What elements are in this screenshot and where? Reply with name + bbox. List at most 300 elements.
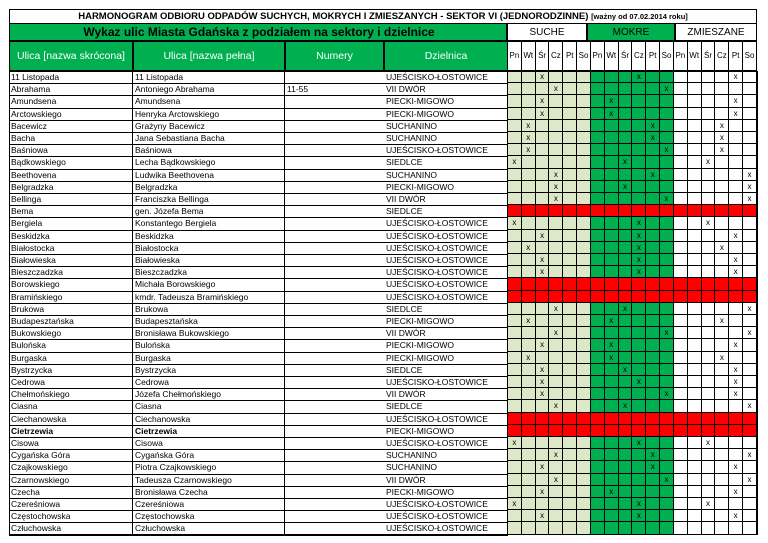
schedule-cell <box>646 425 660 437</box>
schedule-cell <box>674 193 688 205</box>
schedule-cell <box>508 352 522 364</box>
schedule-cell <box>729 132 743 144</box>
schedule-cell <box>743 522 757 534</box>
schedule-cell <box>715 498 729 510</box>
schedule-cell <box>688 83 702 95</box>
schedule-cell: x <box>715 120 729 132</box>
schedule-cell <box>688 510 702 522</box>
schedule-cell <box>577 461 591 473</box>
schedule-cell: x <box>536 266 550 278</box>
schedule-cell: x <box>536 461 550 473</box>
cell-full: Amundsena <box>133 95 285 107</box>
schedule-cell <box>605 498 619 510</box>
schedule-cell <box>660 315 674 327</box>
schedule-cell <box>660 230 674 242</box>
schedule-cell <box>646 364 660 376</box>
cell-num <box>285 486 384 498</box>
cell-num <box>285 352 384 364</box>
day-header: So <box>660 41 674 71</box>
schedule-cell <box>660 522 674 534</box>
schedule-cell <box>619 230 633 242</box>
schedule-cell <box>646 522 660 534</box>
schedule-cell <box>591 315 605 327</box>
schedule-cell <box>577 169 591 181</box>
schedule-cell: x <box>536 230 550 242</box>
schedule-cell <box>591 388 605 400</box>
schedule-cell <box>715 266 729 278</box>
schedule-cell <box>619 437 633 449</box>
cell-num <box>285 144 384 156</box>
schedule-cell <box>646 205 660 217</box>
schedule-cell <box>702 169 716 181</box>
schedule-cell <box>715 156 729 168</box>
schedule-cell <box>577 144 591 156</box>
schedule-cell <box>688 144 702 156</box>
cell-num <box>285 388 384 400</box>
schedule-cell <box>508 120 522 132</box>
cell-full: Brukowa <box>133 303 285 315</box>
schedule-cell <box>591 108 605 120</box>
schedule-cell <box>743 144 757 156</box>
schedule-cell: x <box>536 486 550 498</box>
schedule-cell <box>702 181 716 193</box>
schedule-cell <box>715 400 729 412</box>
schedule-cell <box>549 266 563 278</box>
schedule-cell: x <box>508 156 522 168</box>
cell-short: Amundsena <box>9 95 133 107</box>
schedule-cell <box>743 364 757 376</box>
schedule-cell <box>563 291 577 303</box>
cell-short: Chełmońskiego <box>9 388 133 400</box>
schedule-cell <box>688 217 702 229</box>
schedule-cell <box>729 315 743 327</box>
schedule-cell <box>522 156 536 168</box>
table-row <box>9 327 757 339</box>
schedule-cell <box>660 71 674 83</box>
day-header: Wt <box>688 41 702 71</box>
schedule-cell: x <box>646 449 660 461</box>
cell-short: Bukowskiego <box>9 327 133 339</box>
schedule-cell <box>591 71 605 83</box>
schedule-cell <box>702 339 716 351</box>
schedule-cell <box>646 278 660 290</box>
cell-short: Białowieska <box>9 254 133 266</box>
schedule-cell: x <box>536 388 550 400</box>
cell-num <box>285 498 384 510</box>
schedule-cell <box>688 388 702 400</box>
table-row <box>9 522 757 534</box>
schedule-cell <box>729 217 743 229</box>
schedule-cell <box>508 95 522 107</box>
schedule-cell <box>674 242 688 254</box>
schedule-cell <box>549 242 563 254</box>
schedule-cell <box>674 230 688 242</box>
day-header: Pn <box>674 41 688 71</box>
cell-num <box>285 461 384 473</box>
schedule-cell <box>688 437 702 449</box>
schedule-cell <box>522 71 536 83</box>
schedule-cell <box>632 327 646 339</box>
schedule-cell: x <box>536 376 550 388</box>
schedule-cell <box>563 83 577 95</box>
schedule-cell <box>508 364 522 376</box>
schedule-cell <box>563 352 577 364</box>
schedule-cell <box>577 71 591 83</box>
schedule-cell <box>536 217 550 229</box>
schedule-cell <box>619 132 633 144</box>
schedule-cell <box>632 303 646 315</box>
table-row <box>9 205 757 217</box>
day-header: Śr <box>702 41 716 71</box>
schedule-cell <box>536 144 550 156</box>
cell-full: Cygańska Góra <box>133 449 285 461</box>
cell-short: Częstochowska <box>9 510 133 522</box>
schedule-cell: x <box>632 498 646 510</box>
schedule-cell <box>674 461 688 473</box>
schedule-cell <box>605 132 619 144</box>
day-header: Cz <box>549 41 563 71</box>
schedule-cell <box>549 120 563 132</box>
schedule-cell <box>688 278 702 290</box>
cell-short: Bulońska <box>9 339 133 351</box>
schedule-cell <box>549 205 563 217</box>
cell-short: Czajkowskiego <box>9 461 133 473</box>
subtitle-bar <box>9 23 507 41</box>
cell-full: Michała Borowskiego <box>133 278 285 290</box>
schedule-cell <box>577 413 591 425</box>
schedule-cell <box>715 193 729 205</box>
schedule-cell <box>508 376 522 388</box>
schedule-cell <box>674 315 688 327</box>
schedule-cell <box>632 83 646 95</box>
schedule-cell <box>508 315 522 327</box>
schedule-cell <box>646 230 660 242</box>
cell-short: Ciasna <box>9 400 133 412</box>
cell-full: Bieszczadzka <box>133 266 285 278</box>
schedule-cell <box>688 266 702 278</box>
col-header-short: Ulica [nazwa skrócona] <box>9 41 133 71</box>
schedule-cell <box>563 461 577 473</box>
cell-full: Antoniego Abrahama <box>133 83 285 95</box>
schedule-cell <box>702 413 716 425</box>
schedule-cell <box>591 413 605 425</box>
schedule-cell <box>674 376 688 388</box>
cell-short: Czecha <box>9 486 133 498</box>
schedule-cell <box>646 486 660 498</box>
schedule-cell <box>743 425 757 437</box>
table-row <box>9 388 757 400</box>
schedule-cell <box>715 230 729 242</box>
table-row <box>9 303 757 315</box>
cell-short: Bema <box>9 205 133 217</box>
schedule-cell <box>619 291 633 303</box>
cell-num <box>285 449 384 461</box>
cell-short: Abrahama <box>9 83 133 95</box>
day-header: Śr <box>619 41 633 71</box>
schedule-cell: x <box>660 83 674 95</box>
cell-district: VII DWÓR <box>384 83 508 95</box>
cell-district: SUCHANINO <box>384 120 508 132</box>
day-header: Pn <box>591 41 605 71</box>
schedule-cell <box>715 291 729 303</box>
schedule-cell <box>508 339 522 351</box>
schedule-cell <box>549 498 563 510</box>
schedule-cell <box>605 291 619 303</box>
schedule-cell <box>591 303 605 315</box>
schedule-cell: x <box>729 95 743 107</box>
schedule-cell <box>522 510 536 522</box>
schedule-cell <box>522 169 536 181</box>
cell-full: Cietrzewia <box>133 425 285 437</box>
schedule-cell <box>563 120 577 132</box>
schedule-cell <box>563 266 577 278</box>
schedule-cell <box>674 291 688 303</box>
schedule-cell <box>688 132 702 144</box>
schedule-cell <box>619 169 633 181</box>
schedule-cell <box>577 205 591 217</box>
cell-num <box>285 95 384 107</box>
schedule-cell <box>522 278 536 290</box>
cell-full: Konstantego Bergiela <box>133 217 285 229</box>
schedule-cell <box>563 230 577 242</box>
schedule-cell <box>715 95 729 107</box>
schedule-cell <box>715 413 729 425</box>
cell-district: SIEDLCE <box>384 400 508 412</box>
schedule-cell <box>508 303 522 315</box>
schedule-cell <box>715 339 729 351</box>
subtitle: Wykaz ulic Miasta Gdańska z podziałem na sektory i dzielnice <box>83 25 435 39</box>
schedule-cell <box>577 352 591 364</box>
schedule-cell <box>536 278 550 290</box>
cell-district: PIECKI-MIGOWO <box>384 315 508 327</box>
day-header: Pn <box>508 41 522 71</box>
schedule-cell <box>536 522 550 534</box>
cell-num <box>285 169 384 181</box>
cell-district: SUCHANINO <box>384 461 508 473</box>
schedule-cell <box>591 291 605 303</box>
cell-full: Belgradzka <box>133 181 285 193</box>
schedule-cell: x <box>619 364 633 376</box>
schedule-cell <box>715 108 729 120</box>
schedule-cell <box>674 437 688 449</box>
cell-num <box>285 181 384 193</box>
schedule-cell <box>674 498 688 510</box>
schedule-cell <box>619 71 633 83</box>
schedule-cell <box>619 108 633 120</box>
schedule-cell: x <box>715 242 729 254</box>
cell-num <box>285 303 384 315</box>
schedule-cell <box>688 156 702 168</box>
schedule-cell <box>674 156 688 168</box>
schedule-cell <box>522 230 536 242</box>
schedule-cell <box>591 437 605 449</box>
schedule-cell <box>743 339 757 351</box>
schedule-cell <box>605 461 619 473</box>
schedule-cell <box>605 156 619 168</box>
schedule-cell: x <box>729 376 743 388</box>
schedule-cell <box>549 156 563 168</box>
schedule-cell <box>619 376 633 388</box>
schedule-cell <box>536 291 550 303</box>
schedule-cell <box>702 327 716 339</box>
table-row <box>9 254 757 266</box>
schedule-cell <box>715 83 729 95</box>
schedule-cell <box>688 303 702 315</box>
cell-short: Burgaska <box>9 352 133 364</box>
schedule-cell: x <box>729 486 743 498</box>
table-row <box>9 461 757 473</box>
schedule-cell <box>729 83 743 95</box>
schedule-cell <box>549 71 563 83</box>
cell-full: Ciasna <box>133 400 285 412</box>
schedule-cell <box>646 242 660 254</box>
schedule-cell: x <box>660 144 674 156</box>
schedule-cell <box>619 474 633 486</box>
schedule-cell: x <box>729 510 743 522</box>
schedule-cell <box>563 376 577 388</box>
schedule-cell <box>619 217 633 229</box>
schedule-cell <box>729 449 743 461</box>
schedule-cell: x <box>605 339 619 351</box>
cell-district: VII DWÓR <box>384 474 508 486</box>
schedule-cell <box>522 254 536 266</box>
schedule-cell <box>522 474 536 486</box>
cell-short: Beethovena <box>9 169 133 181</box>
schedule-cell <box>563 388 577 400</box>
cell-district: UJEŚCISKO-ŁOSTOWICE <box>384 498 508 510</box>
schedule-cell <box>536 498 550 510</box>
schedule-cell <box>563 413 577 425</box>
schedule-cell <box>522 388 536 400</box>
schedule-cell <box>563 400 577 412</box>
cell-short: Bellinga <box>9 193 133 205</box>
schedule-cell <box>688 364 702 376</box>
schedule-cell <box>605 71 619 83</box>
schedule-cell <box>536 303 550 315</box>
schedule-cell <box>688 339 702 351</box>
cell-num <box>285 425 384 437</box>
cell-num <box>285 120 384 132</box>
schedule-cell <box>591 181 605 193</box>
cell-short: Cedrowa <box>9 376 133 388</box>
schedule-cell <box>522 486 536 498</box>
schedule-cell <box>646 193 660 205</box>
schedule-cell <box>577 425 591 437</box>
cell-full: Tadeusza Czarnowskiego <box>133 474 285 486</box>
schedule-cell <box>563 108 577 120</box>
schedule-cell <box>619 425 633 437</box>
schedule-cell <box>660 413 674 425</box>
schedule-cell <box>688 425 702 437</box>
cell-short: Bieszczadzka <box>9 266 133 278</box>
schedule-cell <box>674 120 688 132</box>
schedule-cell <box>646 352 660 364</box>
schedule-cell <box>577 437 591 449</box>
cell-district: UJEŚCISKO-ŁOSTOWICE <box>384 71 508 83</box>
schedule-cell <box>508 108 522 120</box>
schedule-cell: x <box>743 327 757 339</box>
table-row <box>9 169 757 181</box>
schedule-cell <box>743 120 757 132</box>
schedule-cell <box>729 193 743 205</box>
schedule-cell <box>715 376 729 388</box>
schedule-cell <box>619 413 633 425</box>
schedule-cell: x <box>729 254 743 266</box>
col-header-full: Ulica [nazwa pełna] <box>133 41 285 71</box>
schedule-cell <box>522 413 536 425</box>
schedule-cell <box>619 461 633 473</box>
schedule-cell <box>702 205 716 217</box>
schedule-cell <box>605 522 619 534</box>
cell-short: Bramińskiego <box>9 291 133 303</box>
schedule-cell <box>591 461 605 473</box>
cell-district: PIECKI-MIGOWO <box>384 108 508 120</box>
schedule-cell <box>660 449 674 461</box>
schedule-cell <box>715 217 729 229</box>
schedule-cell <box>508 266 522 278</box>
schedule-cell <box>729 291 743 303</box>
schedule-cell: x <box>619 303 633 315</box>
schedule-cell: x <box>522 242 536 254</box>
schedule-cell <box>577 242 591 254</box>
schedule-cell <box>591 230 605 242</box>
schedule-cell <box>591 217 605 229</box>
schedule-cell <box>674 413 688 425</box>
cell-district: SIEDLCE <box>384 205 508 217</box>
schedule-cell <box>605 217 619 229</box>
cell-short: Białostocka <box>9 242 133 254</box>
schedule-cell <box>577 132 591 144</box>
table-row <box>9 242 757 254</box>
schedule-cell <box>619 510 633 522</box>
cell-district: UJEŚCISKO-ŁOSTOWICE <box>384 522 508 534</box>
schedule-cell: x <box>632 510 646 522</box>
cell-short: Bądkowskiego <box>9 156 133 168</box>
schedule-cell <box>549 376 563 388</box>
schedule-cell <box>743 217 757 229</box>
schedule-cell: x <box>702 217 716 229</box>
schedule-cell <box>605 254 619 266</box>
schedule-cell <box>660 510 674 522</box>
schedule-cell <box>536 181 550 193</box>
schedule-cell <box>577 193 591 205</box>
schedule-cell <box>729 156 743 168</box>
schedule-cell <box>549 461 563 473</box>
cell-num <box>285 474 384 486</box>
schedule-cell <box>563 425 577 437</box>
schedule-cell: x <box>549 400 563 412</box>
schedule-cell <box>591 95 605 107</box>
schedule-cell <box>591 327 605 339</box>
schedule-cell <box>702 230 716 242</box>
cell-full: gen. Józefa Bema <box>133 205 285 217</box>
row-divider <box>9 535 508 536</box>
schedule-cell: x <box>646 169 660 181</box>
schedule-cell <box>660 95 674 107</box>
schedule-cell: x <box>729 108 743 120</box>
schedule-cell <box>743 376 757 388</box>
schedule-cell <box>632 120 646 132</box>
schedule-cell <box>646 266 660 278</box>
schedule-cell <box>632 205 646 217</box>
schedule-cell: x <box>619 181 633 193</box>
cell-district: UJEŚCISKO-ŁOSTOWICE <box>384 291 508 303</box>
schedule-cell <box>674 108 688 120</box>
schedule-cell <box>591 522 605 534</box>
schedule-cell <box>591 339 605 351</box>
schedule-cell <box>660 425 674 437</box>
schedule-cell <box>591 193 605 205</box>
